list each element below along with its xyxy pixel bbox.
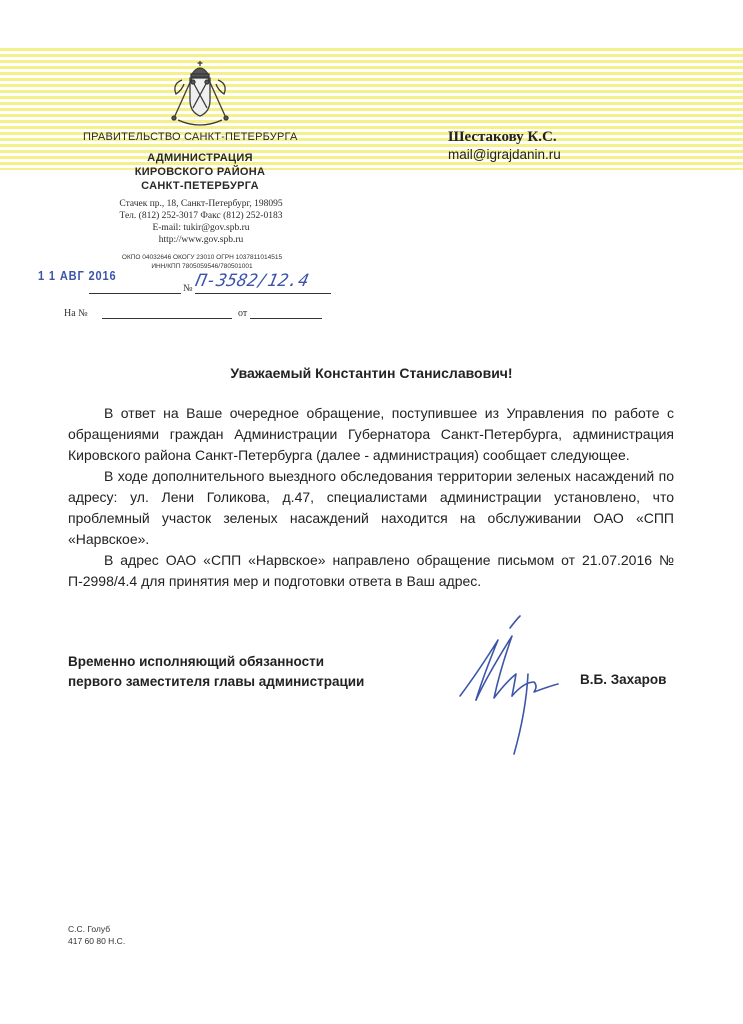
government-name: ПРАВИТЕЛЬСТВО САНКТ-ПЕТЕРБУРГА <box>83 131 298 143</box>
on-number-label: На № <box>64 308 88 319</box>
position-line-1: Временно исполняющий обязанности <box>68 654 324 669</box>
administration-line-1: АДМИНИСТРАЦИЯ <box>147 152 253 164</box>
position-line-2: первого заместителя главы администрации <box>68 674 365 689</box>
sender-address: Стачек пр., 18, Санкт-Петербург, 198095 <box>119 199 283 209</box>
paragraph-2: В ходе дополнительного выездного обследования территории зеленых насаждений по адресу: ул. Лени Голикова, д.47, специалистами администрации установлено, что проблемный участок зеленых насаждений находится на обслуживании ОАО «СПП «Нарвское». <box>68 468 674 547</box>
recipient-name: Шестакову К.С. <box>448 129 557 145</box>
signatory-position <box>68 652 364 692</box>
from-label: от <box>238 308 248 319</box>
date-stamp: 1 1 АВГ 2016 <box>38 268 117 283</box>
salutation: Уважаемый Константин Станиславович! <box>230 365 513 381</box>
administration-line-2: КИРОВСКОГО РАЙОНА <box>134 166 266 178</box>
recipient-block <box>448 129 561 162</box>
number-underline <box>195 293 331 294</box>
handwritten-number: П-3582/12.4 <box>193 271 311 291</box>
executor-name: С.С. Голуб <box>68 924 111 934</box>
administration-line-3: САНКТ-ПЕТЕРБУРГА <box>141 180 259 192</box>
registry-codes-line-1: ОКПО 04032646 ОКОГУ 23010 ОГРН 1037811014515 <box>121 254 283 261</box>
sender-phone: Тел. (812) 252-3017 Факс (812) 252-0183 <box>119 211 283 221</box>
on-number-underline <box>102 318 232 319</box>
sender-email: E-mail: tukir@gov.spb.ru <box>152 223 250 233</box>
registry-codes-line-2: ИНН/КПП 7805059546/780501001 <box>151 263 253 270</box>
recipient-email: mail@igrajdanin.ru <box>448 147 561 162</box>
sender-website: http://www.gov.spb.ru <box>158 235 244 245</box>
date-underline <box>89 293 181 294</box>
signatory-name: В.Б. Захаров <box>580 672 667 687</box>
reply-reference-line <box>64 308 324 322</box>
from-underline <box>250 318 322 319</box>
number-label: № <box>183 283 193 294</box>
paragraph-1: В ответ на Ваше очередное обращение, поступившее из Управления по работе с обращениями граждан Администрации Губернатора Санкт-Петербурга, администрация Кировского района Санкт-Петербурга (далее - администрация) сообщает следующее. <box>68 405 674 463</box>
letter-body <box>68 403 674 592</box>
handwritten-signature <box>454 612 584 758</box>
coat-of-arms-emblem <box>162 60 238 128</box>
executor-phone: 417 60 80 Н.С. <box>68 936 126 946</box>
paragraph-3: В адрес ОАО «СПП «Нарвское» направлено обращение письмом от 21.07.2016 № П-2998/4.4 для принятия мер и подготовки ответа в Ваш адрес. <box>68 552 674 589</box>
